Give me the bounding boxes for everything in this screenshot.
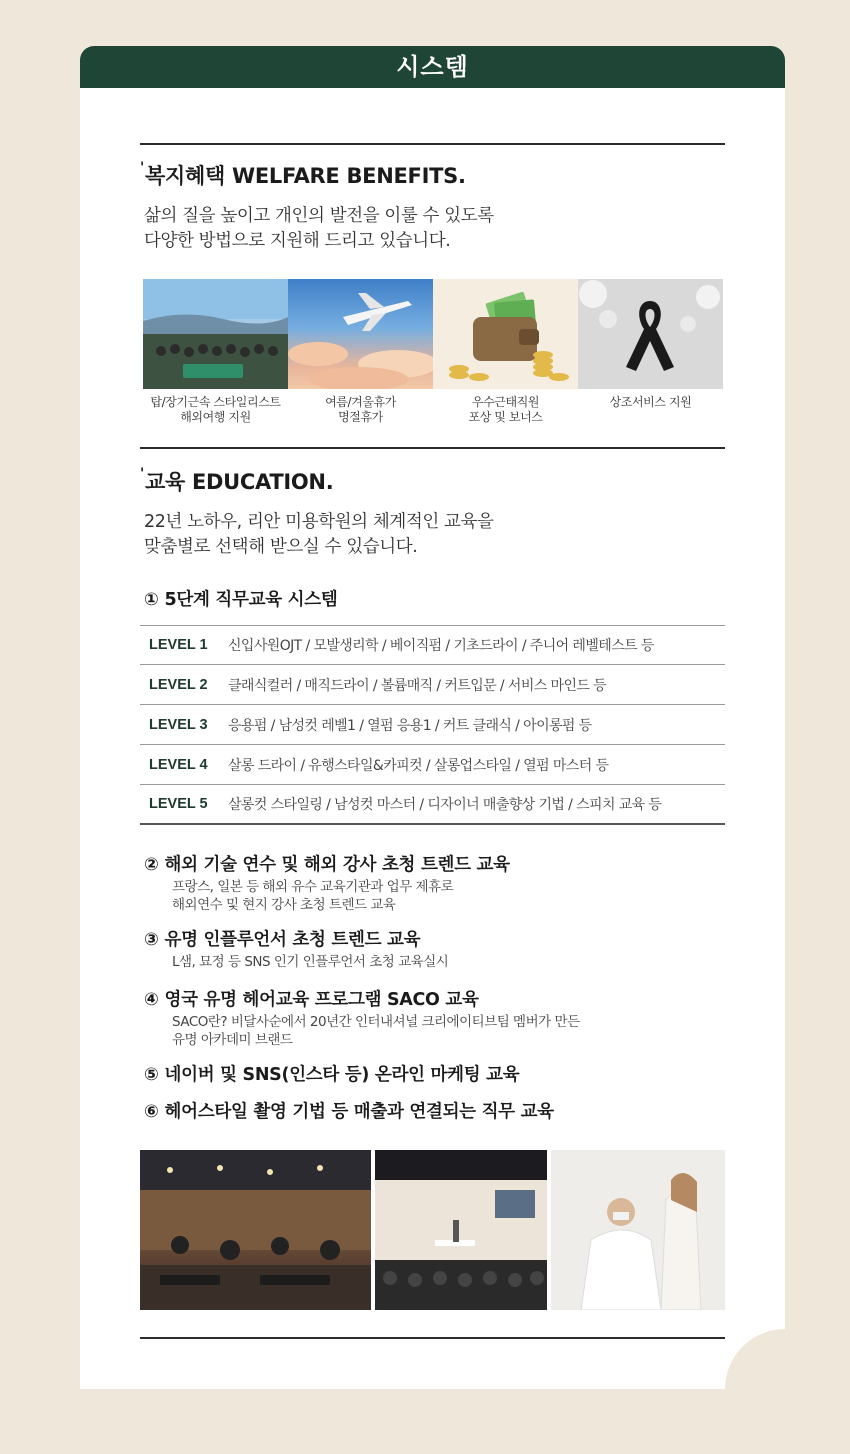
program-4-title: ④ 영국 유명 헤어교육 프로그램 SACO 교육 (144, 990, 479, 1010)
table-row: LEVEL 5 살롱컷 스타일링 / 남성컷 마스터 / 디자이너 매출향상 기법 / 스피치 교육 등 (140, 785, 725, 825)
table-row: LEVEL 1 신입사원OJT / 모발생리학 / 베이직펌 / 기초드라이 / 주니어 레벨테스트 등 (140, 625, 725, 665)
education-lead: 22년 노하우, 리안 미용학원의 체계적인 교육을 맞춤별로 선택해 받으실 수 있습니다. (144, 512, 494, 557)
table-row: LEVEL 3 응용펌 / 남성컷 레벨1 / 열펌 응용1 / 커트 클래식 / 아이롱펌 등 (140, 705, 725, 745)
mourning-ribbon-icon (578, 279, 723, 389)
welfare-lead: 삶의 질을 높이고 개인의 발전을 이룰 수 있도록 다양한 방법으로 지원해 드리고 있습니다. (144, 206, 494, 251)
benefit-caption: 여름/겨울휴가 명절휴가 (325, 395, 396, 424)
group-travel-photo (143, 279, 288, 389)
benefit-item-travel (143, 279, 288, 425)
program-5-title: ⑤ 네이버 및 SNS(인스타 등) 온라인 마케팅 교육 (144, 1065, 520, 1085)
benefit-caption: 우수근태직원 포상 및 보너스 (468, 395, 543, 424)
seminar-hall-photo (375, 1150, 547, 1310)
divider (140, 143, 725, 145)
money-wallet-icon (433, 279, 578, 389)
title-mark: ' (140, 466, 144, 482)
airplane-photo (288, 279, 433, 389)
divider (140, 447, 725, 449)
table-row: LEVEL 4 살롱 드라이 / 유행스타일&카피컷 / 살롱업스타일 / 열펌 마스터 등 (140, 745, 725, 785)
benefit-item-funeral (578, 279, 723, 410)
education-gallery (140, 1150, 725, 1310)
title-mark: ' (140, 160, 144, 176)
table-row: LEVEL 2 클래식컬러 / 매직드라이 / 볼륨매직 / 커트입문 / 서비스 마인드 등 (140, 665, 725, 705)
program-3-title: ③ 유명 인플루언서 초청 트렌드 교육 (144, 930, 421, 950)
benefit-caption: 상조서비스 지원 (609, 395, 692, 409)
level-table (140, 625, 725, 825)
program-1-title: ① 5단계 직무교육 시스템 (144, 590, 338, 610)
program-4-desc: SACO란? 비달사순에서 20년간 인터내셔널 크리에이티브팀 멤버가 만든 유명 아카데미 브랜드 (172, 1014, 580, 1048)
education-title: '교육 EDUCATION. (140, 466, 334, 494)
page-title: 시스템 (80, 46, 785, 88)
divider (140, 1337, 725, 1339)
program-2-desc: 프랑스, 일본 등 해외 유수 교육기관과 업무 제휴로 해외연수 및 현지 강사 초청 트렌드 교육 (172, 879, 454, 913)
benefit-item-vacation (288, 279, 433, 425)
system-card (80, 46, 785, 1389)
program-2-title: ② 해외 기술 연수 및 해외 강사 초청 트렌드 교육 (144, 855, 510, 875)
benefit-list (143, 279, 723, 429)
program-6-title: ⑥ 헤어스타일 촬영 기법 등 매출과 연결되는 직무 교육 (144, 1102, 554, 1122)
welfare-title: '복지혜택 WELFARE BENEFITS. (140, 160, 466, 188)
benefit-item-bonus (433, 279, 578, 425)
classroom-photo (140, 1150, 371, 1310)
haircut-demo-photo (551, 1150, 725, 1310)
program-3-desc: L샘, 묘정 등 SNS 인기 인플루언서 초청 교육실시 (172, 954, 449, 970)
benefit-caption: 탑/장기근속 스타일리스트 해외여행 지원 (150, 395, 281, 424)
